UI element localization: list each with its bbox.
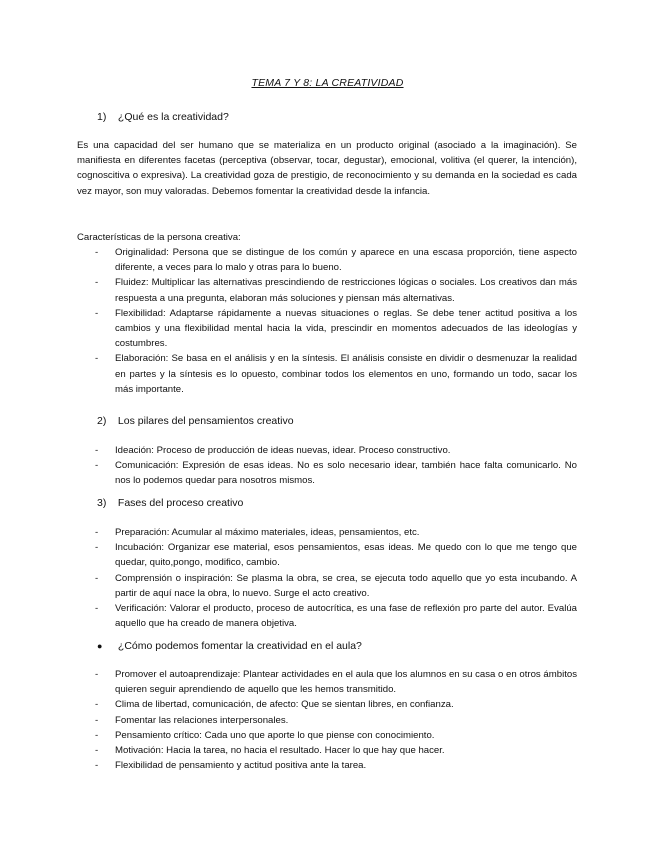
list-item: - Comunicación: Expresión de esas ideas. No es solo necesario idear, también hace falta comunicarlo. No nos lo podemos quedar para nosotros mismos. [95, 458, 577, 488]
section-2-heading [97, 415, 294, 427]
characteristics-list [95, 245, 577, 397]
list-item: - Incubación: Organizar ese material, esos pensamientos, esas ideas. Me quedo con lo que me tengo que quedar, quito,pongo, modifico, cambio. [95, 540, 577, 570]
list-item: - Motivación: Hacia la tarea, no hacia el resultado. Hacer lo que hay que hacer. [95, 743, 577, 758]
list-item: - Pensamiento crítico: Cada uno que aporte lo que piense con conocimiento. [95, 728, 577, 743]
list-item: - Elaboración: Se basa en el análisis y en la síntesis. El análisis consiste en dividir o desmenuzar la realidad en partes y la síntesis es lo opuesto, combinar todos los elementos en uno, formando un todo, sacar los más importante. [95, 351, 577, 397]
list-item: - Originalidad: Persona que se distingue de los común y aparece en una escasa proporción, tiene aspecto diferente, a veces para lo malo y otras para lo bueno. [95, 245, 577, 275]
list-item: - Fluidez: Multiplicar las alternativas prescindiendo de restricciones lógicas o sociales. Los creativos dan más respuesta a una pregunta, elaboran más soluciones y piensan más alternativas. [95, 275, 577, 305]
list-item: - Preparación: Acumular al máximo materiales, ideas, pensamientos, etc. [95, 525, 577, 540]
section-3-heading [97, 497, 243, 509]
list-item: - Clima de libertad, comunicación, de afecto: Que se sientan libres, en confianza. [95, 697, 577, 712]
list-item: - Flexibilidad: Adaptarse rápidamente a nuevas situaciones o reglas. Se debe tener actitud positiva a los cambios y una flexibilidad mental hacia la vida, prescindir en momentos adecuados de las ideologías y costumbres. [95, 306, 577, 352]
bullet-icon: ● [97, 641, 103, 651]
characteristics-label: Características de la persona creativa: [77, 232, 241, 243]
list-item: - Ideación: Proceso de producción de ideas nuevas, idear. Proceso constructivo. [95, 443, 577, 458]
section-4-title: ¿Cómo podemos fomentar la creatividad en el aula? [117, 640, 362, 652]
section-2-number: 2) [97, 415, 107, 427]
document-title: TEMA 7 Y 8: LA CREATIVIDAD [251, 77, 404, 89]
section-3-title: Fases del proceso creativo [117, 497, 244, 509]
section-4-heading [97, 640, 362, 652]
list-item: - Promover el autoaprendizaje: Plantear actividades en el aula que los alumnos en su casa o en otros ámbitos quieren seguir aprendiendo de aquello que les hemos transmitido. [95, 667, 577, 697]
creativity-definition-paragraph: Es una capacidad del ser humano que se materializa en un producto original (asociado a la imaginación). Se manifiesta en diferentes facetas (perceptiva (observar, tocar, degustar), emocional, volitiva (el querer, la intención), cognoscitiva o expresiva). La creatividad goza de prestigio, de reconocimiento y su demanda en la sociedad es cada vez mayor, son muy valoradas. Debemos fomentar la creatividad desde la infancia. [77, 140, 577, 197]
section-1-heading [97, 111, 229, 123]
section-1-title: ¿Qué es la creatividad? [117, 111, 229, 123]
section-3-number: 3) [97, 497, 107, 509]
pillars-list [95, 443, 577, 489]
list-item: - Comprensión o inspiración: Se plasma la obra, se crea, se ejecuta todo aquello que yo esta incubando. A partir de aquí nace la obra, lo nuevo. Surge el acto creativo. [95, 571, 577, 601]
list-item: - Fomentar las relaciones interpersonales. [95, 713, 577, 728]
list-item: - Flexibilidad de pensamiento y actitud positiva ante la tarea. [95, 758, 577, 773]
section-2-title: Los pilares del pensamientos creativo [117, 415, 294, 427]
list-item: - Verificación: Valorar el producto, proceso de autocrítica, es una fase de reflexión pro parte del autor. Evalúa aquello que ha creado de manera objetiva. [95, 601, 577, 631]
section-1-number: 1) [97, 111, 107, 123]
phases-list [95, 525, 577, 631]
classroom-tips-list [95, 667, 577, 773]
